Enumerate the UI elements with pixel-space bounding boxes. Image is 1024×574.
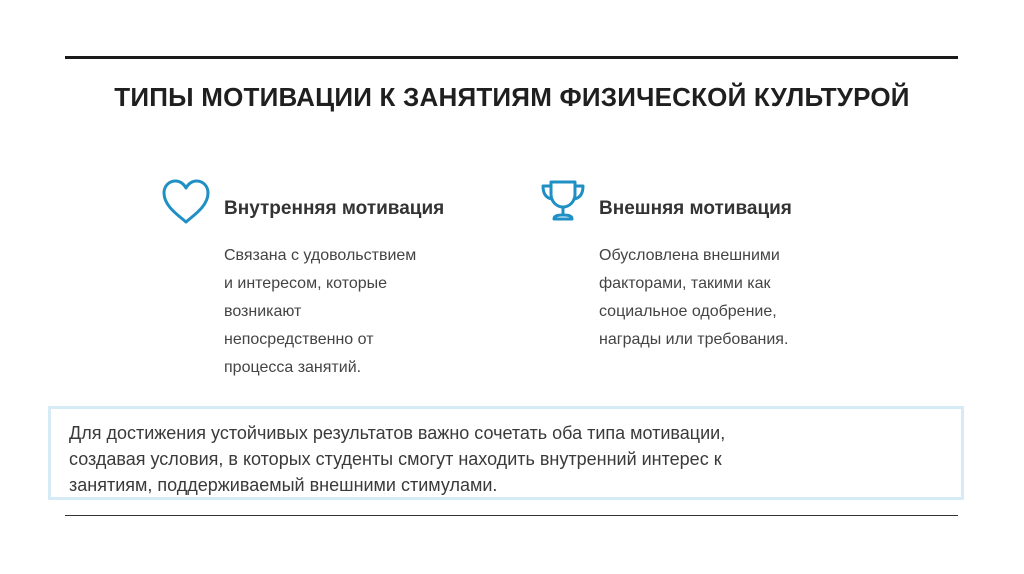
bottom-divider [65,515,958,516]
description-line: и интересом, которые [224,275,388,292]
callout-line: занятиям, поддерживаемый внешними стимулами. [69,475,498,495]
heart-icon [160,178,212,226]
callout-line: создавая условия, в которых студенты смогут находить внутренний интерес к [69,449,722,469]
callout-line: Для достижения устойчивых результатов важно сочетать оба типа мотивации, [69,423,726,443]
description-line: факторами, такими как [599,275,771,292]
top-divider [65,56,958,59]
description-line: Обусловлена внешними [599,247,780,264]
extrinsic-description [599,242,849,354]
intrinsic-description [224,242,484,382]
trophy-icon [537,178,589,226]
description-line: непосредственно от [224,331,374,348]
extrinsic-heading: Внешняя мотивация [599,198,792,219]
description-line: процесса занятий. [224,359,362,376]
summary-callout [48,406,964,500]
description-line: социальное одобрение, [599,303,777,320]
page-title: ТИПЫ МОТИВАЦИИ К ЗАНЯТИЯМ ФИЗИЧЕСКОЙ КУЛЬТУРОЙ [114,82,910,112]
intrinsic-heading: Внутренняя мотивация [224,198,445,219]
description-line: Связана с удовольствием [224,247,417,264]
description-line: возникают [224,303,302,320]
description-line: награды или требования. [599,331,789,348]
